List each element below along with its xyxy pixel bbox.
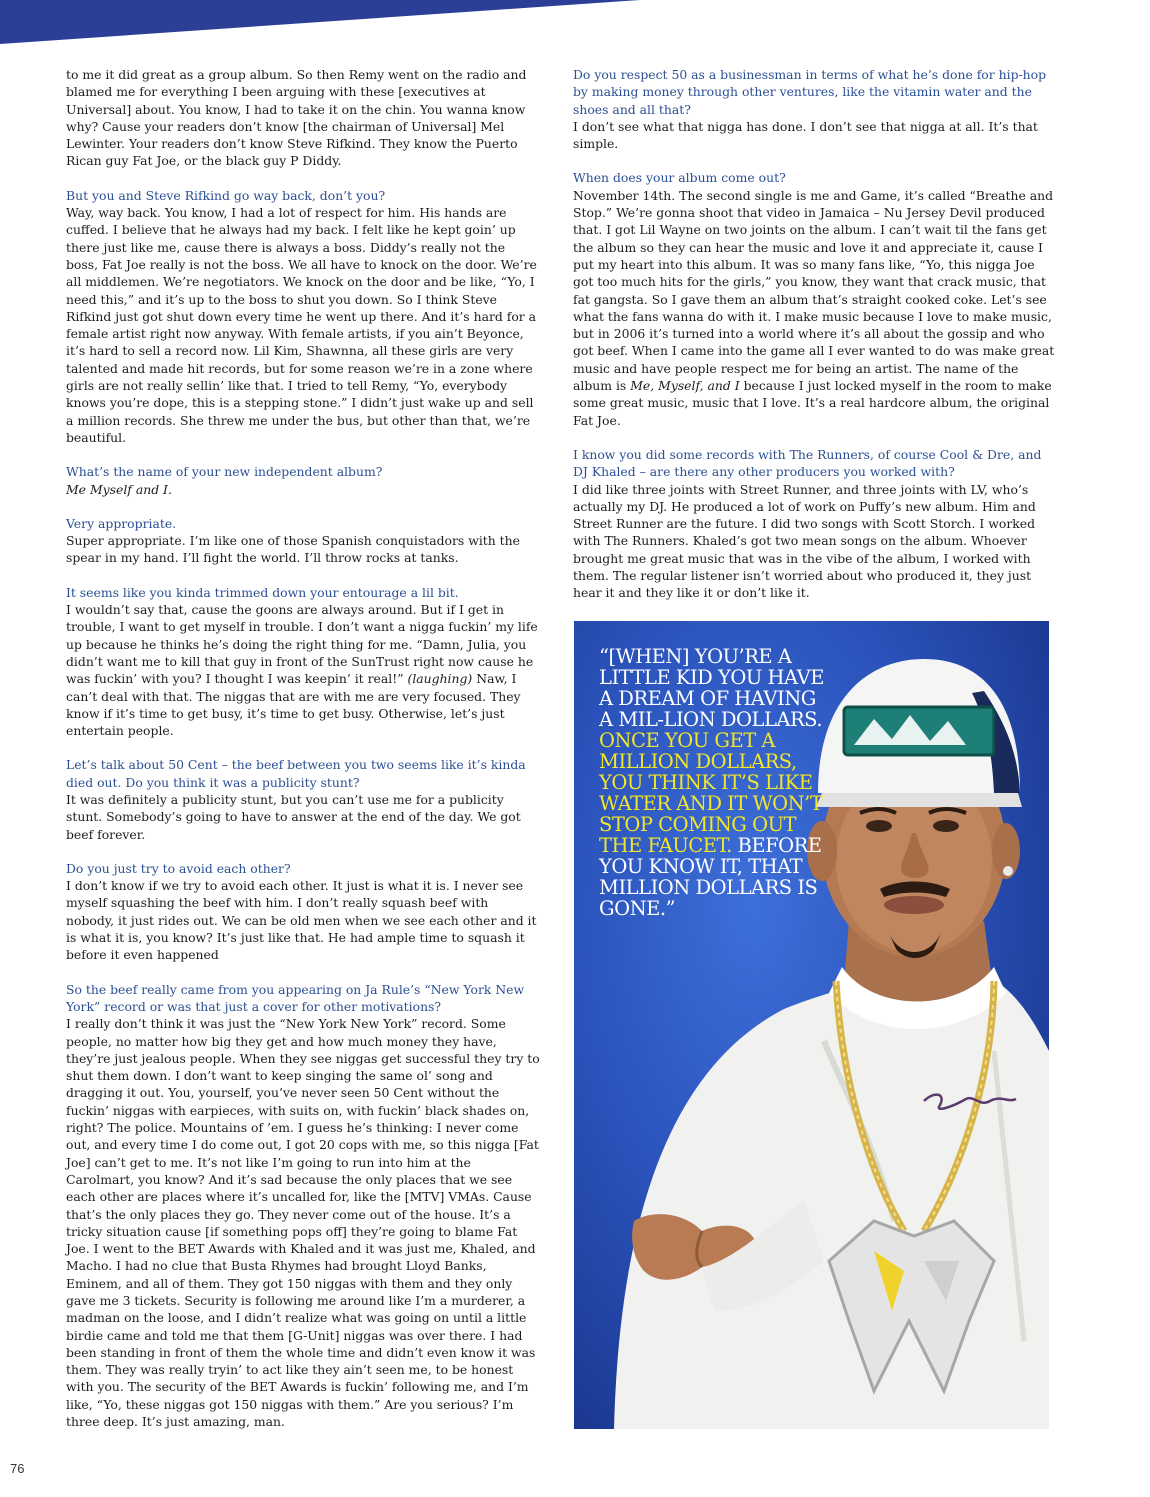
answer: I don’t know if we try to avoid each other. It just is what it is. I never see myself squashing the beef with him. I don’t really squash beef with nobody, it just rides out. We can be old men when we see each other and it is what it is, you know? It’s just like that. He had ample time to squash it before it even happened bbox=[66, 878, 537, 963]
question: Do you just try to avoid each other? bbox=[66, 860, 291, 876]
pull-quote-part: BEFORE YOU KNOW IT, THAT MILLION DOLLARS IS GONE.” bbox=[599, 834, 822, 920]
qa-block bbox=[66, 584, 540, 740]
answer: Super appropriate. I’m like one of those Spanish conquistadors with the spear in my hand. I’ll fight the world. I’ll throw rocks at tanks. bbox=[66, 533, 520, 566]
answer-text: November 14th. The second single is me and Game, it’s called “Breathe and Stop.” We’re gonna shoot that video in Jamaica – Nu Jersey Devil produced that. I got Lil Wayne on two joints on the album. I can’t wait til the fans get the album so they can hear the music and love it and appreciate it, cause I put my heart into this album. It was so many fans like, “Yo, this nigga Joe got too much hits for the girls,” you know, they want that crack music, that fat gangsta. So I gave them an album that’s straight cooked coke. Let’s see what the fans wanna do with it. I make music because I love to make music, but in 2006 it’s turned into a world where it’s all about the gossip and who got beef. When I came into the game all I ever wanted to do was make great music and have people respect me for being an artist. The name of the album is bbox=[573, 187, 1055, 394]
article-column-left bbox=[66, 66, 540, 1447]
article-column-right bbox=[573, 66, 1055, 619]
qa-block bbox=[66, 981, 540, 1431]
portrait-photo-panel bbox=[574, 621, 1049, 1429]
answer-text: I wouldn’t say that, cause the goons are always around. But if I get in trouble, I want to get myself in trouble. I don’t want a nigga fuckin’ my life up because he thinks he’s doing the right thing for me. “Damn, Julia, you didn’t want me to kill that guy in front of the SunTrust right now cause he was fuckin’ with you? I thought I was keepin’ it real!” bbox=[66, 602, 538, 687]
qa-block bbox=[573, 169, 1055, 428]
album-title: Me, Myself, and I bbox=[630, 378, 740, 394]
question: What’s the name of your new independent album? bbox=[66, 464, 383, 480]
answer: I don’t see what that nigga has done. I don’t see that nigga at all. It’s that simple. bbox=[573, 118, 1038, 152]
pull-quote bbox=[599, 646, 824, 919]
answer-text: because I just locked myself in the room to make some great music, music that I love. It’s a real hardcore album, the original Fat Joe. bbox=[573, 378, 1052, 428]
question: Do you respect 50 as a businessman in terms of what he’s done for hip-hop by making money through other ventures, like the vitamin water and the shoes and all that? bbox=[573, 67, 1047, 117]
pull-quote-part: “[WHEN] YOU’RE A LITTLE KID YOU HAVE A DREAM OF HAVING A MIL-LION DOLLARS. bbox=[599, 645, 824, 731]
answer: Me Myself and I. bbox=[66, 481, 172, 497]
qa-block bbox=[66, 756, 540, 842]
answer: I really don’t think it was just the “New York New York” record. Some people, no matter how big they get and how much money they have, they’re just jealous people. When they see niggas get successful they try to shut them down. I don’t want to keep singing the same ol’ song and dragging it out. You, yourself, you’ve never seen 50 Cent without the fuckin’ niggas with earpieces, with suits on, with fuckin’ black shades on, right? The police. Mountains of ’em. I guess he’s thinking: I never come out, and every time I do come out, I got 20 cops with me, so this nigga [Fat Joe] can’t get to me. It’s not like I’m going to run into him at the Carolmart, you know? And it’s sad because the only places that we see each other are places where it’s uncalled for, like the [MTV] VMAs. Cause that’s the only places they go. They never come out of the house. It’s a tricky situation cause [if something pops off] they’re going to blame Fat Joe. I went to the BET Awards with Khaled and it was just me, Khaled, and Macho. I had no clue that Busta Rhymes had brought Lloyd Banks, Eminem, and all of them. They got 150 niggas with them and they only gave me 3 tickets. Security is following me around like I’m a murderer, a madman on the loose, and I didn’t realize what was going on until a little birdie came and told me that them [G-Unit] niggas was over there. I had been standing in front of them the whole time and didn’t even know it was them. They was really tryin’ to act like they ain’t seen me, to be honest with you. The security of the BET Awards is fuckin’ following me, and I’m like, “Yo, these niggas got 150 niggas with them.” Are you serious? I’m three deep. It’s just amazing, man. bbox=[66, 1016, 540, 1430]
question: So the beef really came from you appearing on Ja Rule’s “New York New York” record or was that just a cover for other motivations? bbox=[66, 981, 525, 1014]
question: It seems like you kinda trimmed down your entourage a lil bit. bbox=[66, 584, 459, 600]
question: Very appropriate. bbox=[66, 515, 177, 531]
answer: I did like three joints with Street Runner, and three joints with LV, who’s actually my DJ. He produced a lot of work on Puffy’s new album. Him and Street Runner are the future. I did two songs with Scott Storch. I worked with The Runners. Khaled’s got two mean songs on the album. Whoever brought me great music that was in the vibe of the album, I worked with them. The regular listener isn’t worried about who produced it, they just hear it and they like it or don’t like it. bbox=[573, 481, 1036, 601]
answer-text: Naw, I can’t deal with that. The niggas that are with me are very focused. They know if it’s time to get busy, it’s time to get busy. Otherwise, let’s just entertain people. bbox=[66, 671, 521, 739]
qa-block bbox=[66, 860, 540, 964]
stage-direction: (laughing) bbox=[407, 671, 473, 687]
qa-block bbox=[66, 515, 540, 567]
qa-block bbox=[66, 187, 540, 446]
qa-block bbox=[573, 446, 1055, 602]
qa-block bbox=[66, 463, 540, 498]
qa-block bbox=[573, 66, 1055, 152]
answer: Way, way back. You know, I had a lot of respect for him. His hands are cuffed. I believe that he always had my back. I felt like he kept goin’ up there just like me, cause there is always a boss. Diddy’s really not the boss, Fat Joe really is not the boss. We all have to knock on the door. We’re all middlemen. We’re negotiators. We knock on the door and be like, “Yo, I need this,” and it’s up to the boss to shut you down. So I think Steve Rifkind just got shut down every time he went up there. And it’s hard for a female artist right now anyway. With female artists, if you ain’t Beyonce, it’s hard to sell a record now. Lil Kim, Shawnna, all these girls are very talented and made hit records, but for some reason we’re in a zone where girls are not really sellin’ like that. I tried to tell Remy, “Yo, everybody knows you’re dope, this is a stepping stone.” I didn’t just wake up and sell a million records. She threw me under the bus, but other than that, we’re beautiful. bbox=[66, 205, 537, 445]
white-shirt bbox=[614, 967, 1049, 1429]
question: I know you did some records with The Runners, of course Cool & Dre, and DJ Khaled – are there any other producers you worked with? bbox=[573, 446, 1042, 480]
answer bbox=[66, 601, 540, 739]
corner-accent-band bbox=[0, 0, 640, 50]
pull-quote-highlight: ONCE YOU GET A MILLION DOLLARS, YOU THINK IT’S LIKE WATER AND IT WON’T STOP COMING OUT THE FAUCET. bbox=[599, 729, 823, 857]
answer: It was definitely a publicity stunt, but you can’t use me for a publicity stunt. Somebody’s going to have to answer at the end of the day. We got beef forever. bbox=[66, 791, 521, 842]
question: Let’s talk about 50 Cent – the beef between you two seems like it’s kinda died out. Do you think it was a publicity stunt? bbox=[66, 757, 526, 790]
page-number: 76 bbox=[10, 1461, 25, 1476]
answer bbox=[573, 187, 1055, 429]
question: But you and Steve Rifkind go way back, don’t you? bbox=[66, 187, 386, 203]
question: When does your album come out? bbox=[573, 170, 786, 186]
intro-paragraph: to me it did great as a group album. So then Remy went on the radio and blamed me for everything I been arguing with these [executives at Universal] about. You know, I had to take it on the chin. You wanna know why? Cause your readers don’t know [the chairman of Universal] Mel Lewinter. Your readers don’t know Steve Rifkind. They know the Puerto Rican guy Fat Joe, or the black guy P Diddy. bbox=[66, 67, 527, 169]
